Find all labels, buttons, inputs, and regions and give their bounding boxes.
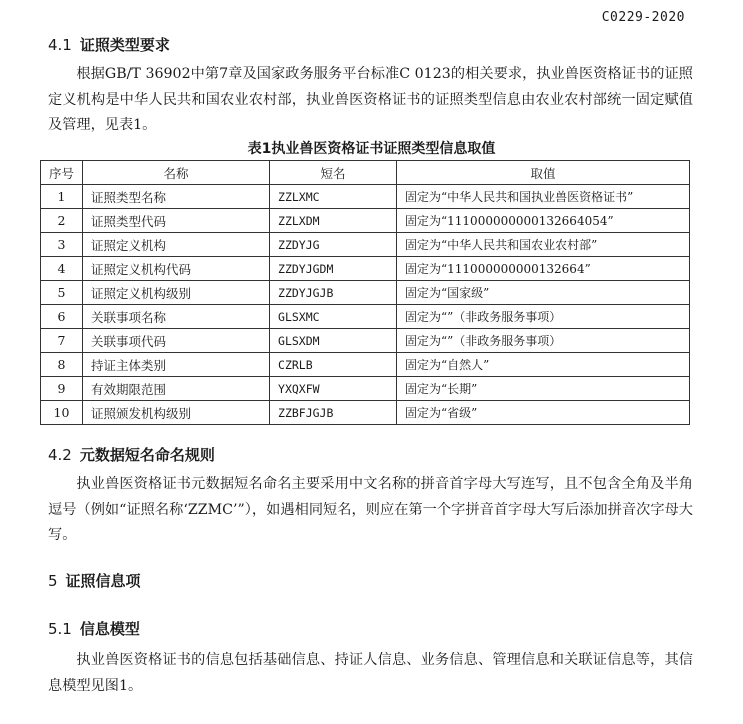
table-row: [41, 281, 690, 305]
cell-short-name: GLSXMC: [270, 305, 397, 329]
table-header-row: [41, 161, 690, 185]
section-paragraph-4-1: 根据GB/T 36902中第7章及国家政务服务平台标准C 0123的相关要求，执业兽医资格证书的证照定义机构是中华人民共和国农业农村部，执业兽医资格证书的证照类型信息由农业农村部统一固定赋值及管理，见表1。: [48, 66, 693, 133]
table-row: [41, 377, 690, 401]
section-number: 5: [48, 572, 58, 590]
document-code: C0229-2020: [601, 10, 685, 25]
section-title: 证照信息项: [65, 572, 141, 590]
header-short-name: 短名: [270, 161, 397, 185]
section-paragraph-4-2: 执业兽医资格证书元数据短名命名主要采用中文名称的拼音首字母大写连写，且不包含全角及半角逗号（例如“证照名称‘ZZMC’”），如遇相同短名，则应在第一个字拼音首字母大写后添加拼音次字母大写。: [48, 476, 693, 543]
certificate-type-table: [40, 160, 690, 425]
cell-name: 证照定义机构: [83, 233, 270, 257]
header-no: 序号: [41, 161, 83, 185]
section-number: 4.2: [48, 446, 72, 464]
cell-short-name: ZZBFJGJB: [270, 401, 397, 425]
cell-no: 5: [41, 281, 83, 305]
header-name: 名称: [83, 161, 270, 185]
table-row: [41, 401, 690, 425]
section-number: 4.1: [48, 36, 72, 54]
cell-no: 3: [41, 233, 83, 257]
table-row: [41, 329, 690, 353]
section-title: 证照类型要求: [79, 36, 170, 54]
header-value: 取值: [397, 161, 690, 185]
cell-value: 固定为“中华人民共和国执业兽医资格证书”: [397, 185, 690, 209]
cell-short-name: YXQXFW: [270, 377, 397, 401]
cell-short-name: GLSXDM: [270, 329, 397, 353]
section-title: 元数据短名命名规则: [79, 446, 215, 464]
section-title: 信息模型: [79, 620, 140, 638]
section-number: 5.1: [48, 620, 72, 638]
cell-short-name: ZZLXDM: [270, 209, 397, 233]
cell-short-name: ZZLXMC: [270, 185, 397, 209]
cell-short-name: ZZDYJG: [270, 233, 397, 257]
cell-name: 证照类型名称: [83, 185, 270, 209]
table-row: [41, 233, 690, 257]
cell-no: 2: [41, 209, 83, 233]
cell-value: 固定为“111000000000132664”: [397, 257, 690, 281]
cell-no: 4: [41, 257, 83, 281]
table-row: [41, 257, 690, 281]
section-paragraph-5-1: 执业兽医资格证书的信息包括基础信息、持证人信息、业务信息、管理信息和关联证信息等，其信息模型见图1。: [48, 652, 693, 694]
cell-no: 8: [41, 353, 83, 377]
cell-short-name: ZZDYJGDM: [270, 257, 397, 281]
table-row: [41, 353, 690, 377]
cell-name: 证照定义机构级别: [83, 281, 270, 305]
cell-value: 固定为“自然人”: [397, 353, 690, 377]
cell-short-name: CZRLB: [270, 353, 397, 377]
cell-name: 有效期限范围: [83, 377, 270, 401]
cell-name: 持证主体类别: [83, 353, 270, 377]
cell-value: 固定为“中华人民共和国农业农村部”: [397, 233, 690, 257]
cell-no: 6: [41, 305, 83, 329]
cell-value: 固定为“国家级”: [397, 281, 690, 305]
cell-no: 7: [41, 329, 83, 353]
cell-no: 10: [41, 401, 83, 425]
table-row: [41, 185, 690, 209]
cell-name: 证照定义机构代码: [83, 257, 270, 281]
table-title: 表1执业兽医资格证书证照类型信息取值: [247, 141, 496, 157]
cell-no: 1: [41, 185, 83, 209]
cell-short-name: ZZDYJGJB: [270, 281, 397, 305]
section-heading-4-2: [48, 444, 215, 465]
table-row: [41, 305, 690, 329]
section-heading-5-1: [48, 618, 140, 639]
section-heading-4-1: [48, 34, 170, 55]
cell-name: 证照类型代码: [83, 209, 270, 233]
cell-value: 固定为“”（非政务服务事项）: [397, 305, 690, 329]
cell-name: 证照颁发机构级别: [83, 401, 270, 425]
cell-name: 关联事项名称: [83, 305, 270, 329]
cell-value: 固定为“111000000000132664054”: [397, 209, 690, 233]
cell-name: 关联事项代码: [83, 329, 270, 353]
table-row: [41, 209, 690, 233]
cell-value: 固定为“省级”: [397, 401, 690, 425]
cell-value: 固定为“长期”: [397, 377, 690, 401]
cell-no: 9: [41, 377, 83, 401]
cell-value: 固定为“”（非政务服务事项）: [397, 329, 690, 353]
section-heading-5: [48, 570, 141, 591]
